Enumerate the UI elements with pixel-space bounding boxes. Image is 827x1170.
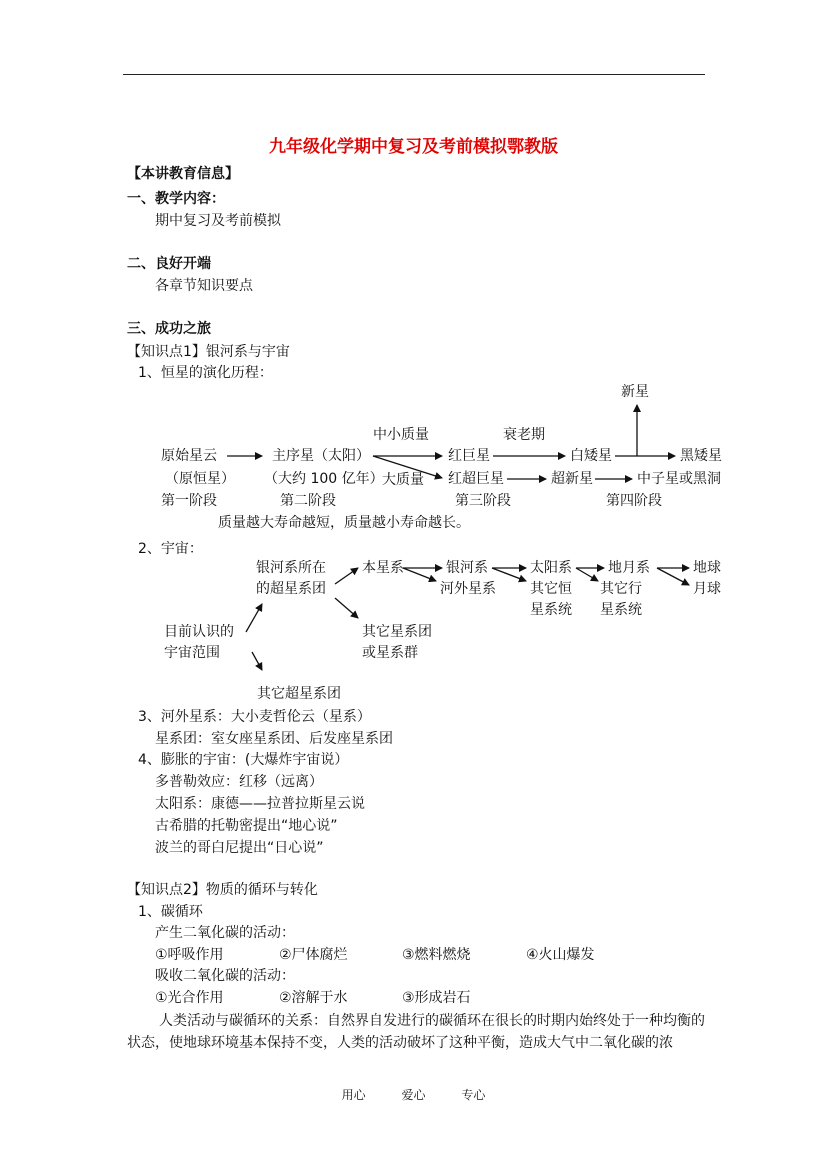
universe-other-planet-systems-line2: 星系统 bbox=[600, 602, 642, 618]
universe-milky-way: 银河系 bbox=[446, 560, 488, 576]
universe-range-line2: 宇宙范围 bbox=[164, 645, 220, 661]
universe-other-clusters-line2: 或星系群 bbox=[362, 645, 418, 661]
star-primordial-nebula: 原始星云 bbox=[161, 448, 217, 464]
kp2-absorb-2: ②溶解于水 bbox=[279, 990, 348, 1006]
kp2-item1: 1、碳循环 bbox=[138, 904, 203, 920]
star-nova: 新星 bbox=[621, 384, 649, 400]
arrow-supercluster-to-other-clusters bbox=[335, 598, 358, 618]
arrow-earthmoon-to-moon bbox=[657, 568, 689, 585]
kp1-line-3: 3、河外星系：大小麦哲伦云（星系） bbox=[138, 709, 371, 725]
arrow-milkyway-to-other-stars bbox=[492, 568, 526, 581]
universe-other-star-systems-line2: 星系统 bbox=[530, 602, 572, 618]
footer-text-2: 爱心 bbox=[401, 1088, 426, 1102]
kp2-absorb-1: ①光合作用 bbox=[155, 990, 224, 1006]
kp1-item1: 1、恒星的演化历程： bbox=[138, 365, 273, 381]
universe-local-supercluster-line2: 的超星系团 bbox=[256, 581, 326, 597]
star-main-sequence: 主序星（太阳） bbox=[272, 448, 370, 464]
universe-range-line1: 目前认识的 bbox=[164, 624, 234, 640]
star-black-dwarf: 黑矮星 bbox=[680, 448, 722, 464]
star-small-mass: 中小质量 bbox=[373, 427, 429, 443]
universe-other-planet-systems-line1: 其它行 bbox=[600, 581, 642, 597]
star-stage-3: 第三阶段 bbox=[455, 493, 511, 509]
arrow-solar-to-other-planets bbox=[576, 568, 598, 581]
kp1-line-9: 波兰的哥白尼提出“日心说” bbox=[155, 840, 324, 856]
kp1-line-4: 星系团：室女座星系团、后发座星系团 bbox=[155, 731, 393, 747]
kp1-line-5: 4、膨胀的宇宙：(大爆炸宇宙说） bbox=[138, 752, 349, 768]
star-aging-phase: 衰老期 bbox=[503, 427, 545, 443]
star-red-supergiant: 红超巨星 bbox=[448, 471, 504, 487]
universe-moon: 月球 bbox=[693, 581, 721, 597]
universe-other-clusters-line1: 其它星系团 bbox=[362, 624, 432, 640]
kp1-line-6: 多普勒效应：红移（远离） bbox=[155, 774, 323, 790]
universe-earth-moon: 地月系 bbox=[608, 560, 650, 576]
footer-text-1: 用心 bbox=[341, 1088, 366, 1102]
kp1-title: 【知识点1】银河系与宇宙 bbox=[127, 344, 290, 360]
page-title: 九年级化学期中复习及考前模拟鄂教版 bbox=[269, 137, 558, 157]
universe-earth: 地球 bbox=[693, 560, 721, 576]
section-2-body: 各章节知识要点 bbox=[155, 278, 253, 294]
star-neutron-or-blackhole: 中子星或黑洞 bbox=[637, 471, 721, 487]
section-2-title: 二、良好开端 bbox=[127, 256, 211, 272]
kp2-absorb-heading: 吸收二氧化碳的活动： bbox=[155, 968, 295, 984]
section-1-body: 期中复习及考前模拟 bbox=[155, 213, 281, 229]
kp2-produce-4: ④火山爆发 bbox=[526, 947, 595, 963]
star-stage-2: 第二阶段 bbox=[280, 493, 336, 509]
arrow-range-to-local-supercluster bbox=[246, 604, 262, 632]
universe-extragalactic: 河外星系 bbox=[440, 581, 496, 597]
universe-local-group: 本星系 bbox=[362, 560, 404, 576]
kp2-title: 【知识点2】物质的循环与转化 bbox=[127, 882, 318, 898]
star-mass-lifespan-note: 质量越大寿命越短，质量越小寿命越长。 bbox=[218, 515, 470, 531]
star-stage-1: 第一阶段 bbox=[161, 493, 217, 509]
universe-solar-system: 太阳系 bbox=[530, 560, 572, 576]
universe-other-star-systems-line1: 其它恒 bbox=[530, 581, 572, 597]
universe-other-superclusters: 其它超星系团 bbox=[257, 686, 341, 702]
star-supernova: 超新星 bbox=[551, 471, 593, 487]
star-large-mass: 大质量 bbox=[382, 472, 424, 488]
info-heading: 【本讲教育信息】 bbox=[127, 166, 239, 182]
section-1-title: 一、教学内容： bbox=[127, 191, 225, 207]
star-protostar: （原恒星） bbox=[165, 471, 235, 487]
footer-text-3: 专心 bbox=[461, 1088, 486, 1102]
kp1-line-8: 古希腊的托勒密提出“地心说” bbox=[155, 818, 338, 834]
star-stage-4: 第四阶段 bbox=[606, 493, 662, 509]
section-3-title: 三、成功之旅 bbox=[127, 321, 211, 337]
kp1-line-7: 太阳系：康德——拉普拉斯星云说 bbox=[155, 796, 365, 812]
kp2-produce-2: ②尸体腐烂 bbox=[279, 947, 348, 963]
kp1-item2: 2、宇宙： bbox=[138, 541, 203, 557]
kp2-absorb-3: ③形成岩石 bbox=[402, 990, 471, 1006]
star-white-dwarf: 白矮星 bbox=[570, 448, 612, 464]
arrow-mainseq-to-redsupergiant bbox=[373, 456, 442, 478]
star-main-sequence-duration: （大约 100 亿年） bbox=[264, 471, 384, 487]
arrow-supercluster-to-local-group bbox=[335, 568, 358, 584]
kp2-paragraph: 人类活动与碳循环的关系：自然界自发进行的碳循环在很长的时期内始终处于一种均衡的状态，使地球环境基本保持不变，人类的活动破坏了这种平衡，造成大气中二氧化碳的浓 bbox=[127, 1013, 705, 1051]
universe-local-supercluster-line1: 银河系所在 bbox=[256, 560, 326, 576]
star-red-giant: 红巨星 bbox=[448, 448, 490, 464]
footer bbox=[0, 1086, 827, 1103]
kp2-produce-heading: 产生二氧化碳的活动： bbox=[155, 925, 295, 941]
kp2-produce-3: ③燃料燃烧 bbox=[402, 947, 471, 963]
arrow-local-group-to-extragalactic bbox=[403, 568, 436, 581]
kp2-produce-1: ①呼吸作用 bbox=[155, 947, 224, 963]
arrow-range-to-other-superclusters bbox=[252, 652, 262, 670]
